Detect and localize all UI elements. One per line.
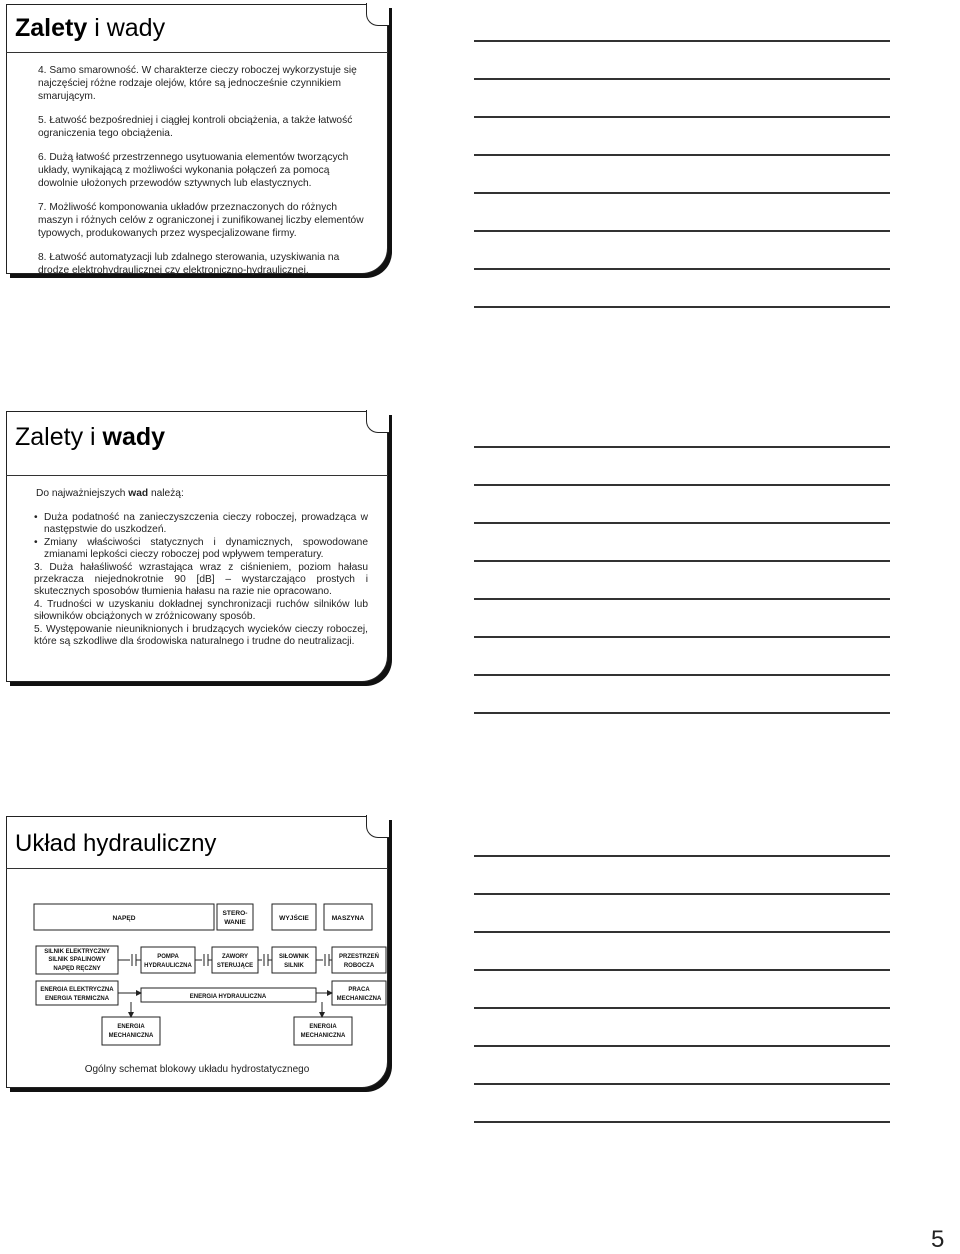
note-line [474, 674, 890, 676]
energia-mechaniczna-left-label-1: ENERGIA [117, 1024, 145, 1030]
slide-title: Zalety i wady [15, 14, 166, 42]
paragraph: 4. Samo smarowność. W charakterze cieczy roboczej wykorzystuje się najczęściej różne rodzaje olejów, które są jednocześnie czynnikiem smarującym. [38, 65, 357, 102]
paragraph: 7. Możliwość komponowania układów przeznaczonych do różnych maszyn i różnych celów z ograniczonej i zunifikowanej liczby elementów typowych, produkowanych przez wyspecjalizowane firmy. [38, 202, 364, 239]
note-line [474, 969, 890, 971]
note-line [474, 40, 890, 42]
bullet-icon: • [34, 512, 38, 523]
note-line [474, 78, 890, 80]
silnik-label-2: SILNIK SPALINOWY [48, 957, 106, 963]
energia-mechaniczna-right-label-2: MECHANICZNA [300, 1033, 346, 1039]
pompa-label-1: POMPA [157, 954, 179, 960]
list-item: 5. Występowanie nieuniknionych i brudzących wycieków cieczy roboczej, które są szkodliwe dla środowiska naturalnego i trudne do neutralizacji. [34, 623, 368, 648]
note-line [474, 1007, 890, 1009]
naped-label: NAPĘD [112, 915, 136, 922]
note-line [474, 893, 890, 895]
slide-2 [6, 411, 388, 682]
slide-title: Zalety i wady [15, 423, 166, 451]
zawory-label-2: STERUJĄCE [216, 963, 254, 969]
note-line [474, 522, 890, 524]
title-divider [6, 475, 388, 476]
page-curl-corner [366, 410, 389, 433]
slide-body [38, 64, 366, 288]
energia-elektryczna-label: ENERGIA ELEKTRYCZNA [40, 987, 114, 993]
list-item: • Duża podatność na zanieczyszczenia cieczy roboczej, prowadząca w następstwie do uszkodzeń. [34, 512, 368, 536]
diagram-caption: Ogólny schemat blokowy układu hydrostatycznego [84, 1064, 310, 1075]
energia-mechaniczna-right-label-1: ENERGIA [309, 1024, 337, 1030]
note-line [474, 598, 890, 600]
przestrzen-label-1: PRZESTRZEŃ [338, 954, 380, 960]
energia-mechaniczna-left-box [102, 1017, 160, 1045]
maszyna-label: MASZYNA [331, 915, 365, 922]
note-line [474, 560, 890, 562]
title-divider [6, 52, 388, 53]
silnik-label-1: SILNIK ELEKTRYCZNY [44, 949, 110, 955]
note-line [474, 446, 890, 448]
paragraph: 8. Łatwość automatyzacji lub zdalnego sterowania, uzyskiwania na drodze elektrohydraulicznej czy elektroniczno-hydraulicznej. [38, 252, 340, 276]
paragraph: 5. Łatwość bezpośredniej i ciągłej kontroli obciążenia, a także łatwość ograniczenia tego obciążenia. [38, 115, 353, 139]
sterowanie-label-2: WANIE [224, 919, 246, 926]
note-line [474, 636, 890, 638]
intro-text: Do najważniejszych wad należą: [36, 488, 184, 499]
silnik-label-3: NAPĘD RĘCZNY [53, 966, 101, 972]
note-line [474, 712, 890, 714]
silownik-label-1: SIŁOWNIK [279, 954, 309, 960]
silownik-label-2: SILNIK [284, 963, 304, 969]
bullet-icon: • [34, 536, 38, 548]
list-item: 4. Trudności w uzyskaniu dokładnej synchronizacji ruchów silników lub siłowników obciążonych w zróżnicowany sposób. [34, 598, 368, 623]
note-line [474, 230, 890, 232]
note-line [474, 306, 890, 308]
disadvantages-list [34, 512, 368, 648]
pompa-box [141, 947, 195, 973]
energia-termiczna-label: ENERGIA TERMICZNA [44, 996, 110, 1002]
note-line [474, 268, 890, 270]
przestrzen-box [332, 947, 386, 973]
list-item: • Zmiany właściwości statycznych i dynamicznych, spowodowane zmianami lepkości cieczy roboczej pod wpływem temperatury. [34, 536, 368, 561]
energia-hydrauliczna-label: ENERGIA HYDRAULICZNA [189, 994, 267, 1000]
silownik-box [272, 947, 316, 973]
note-line [474, 154, 890, 156]
zawory-label-1: ZAWORY [221, 954, 249, 960]
slide-title: Układ hydrauliczny [15, 830, 217, 857]
energia-mechaniczna-left-label-2: MECHANICZNA [108, 1033, 154, 1039]
paragraph: 6. Dużą łatwość przestrzennego usytuowania elementów tworzących układy, wynikającą z możliwości wykonania połączeń za pomocą dowolnie ułożonych przewodów sztywnych lub elastycznych. [38, 152, 349, 189]
wyjscie-label: WYJŚCIE [279, 915, 309, 922]
energia-mechaniczna-right-box [294, 1017, 352, 1045]
zawory-box [212, 947, 258, 973]
page-curl-corner [366, 3, 389, 26]
note-line [474, 116, 890, 118]
sterowanie-label-1: STERO- [222, 910, 248, 917]
note-line [474, 1083, 890, 1085]
praca-label-2: MECHANICZNA [336, 996, 382, 1002]
praca-label-1: PRACA [348, 987, 370, 993]
page-number: 5 [931, 1226, 945, 1253]
pompa-label-2: HYDRAULICZNA [144, 963, 192, 969]
sterowanie-box [217, 904, 253, 930]
note-line [474, 931, 890, 933]
note-line [474, 484, 890, 486]
block-diagram [6, 816, 388, 1088]
note-line [474, 192, 890, 194]
note-line [474, 855, 890, 857]
note-line [474, 1121, 890, 1123]
slide-3 [6, 816, 388, 1088]
przestrzen-label-2: ROBOCZA [343, 963, 375, 969]
slide-1 [6, 4, 388, 274]
note-line [474, 1045, 890, 1047]
list-item: 3. Duża hałaśliwość wzrastająca wraz z ciśnieniem, poziom hałasu przekracza niejednokrotnie 90 [dB] – wystarczająco prostych i skutecznych sposobów tłumienia hałasu na razie nie opracowano. [34, 561, 368, 598]
